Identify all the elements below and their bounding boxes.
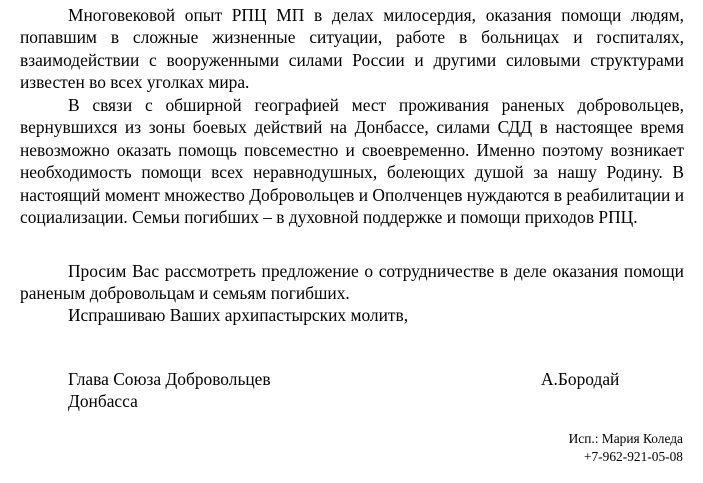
paragraph-church-experience: Многовековой опыт РПЦ МП в делах милосердия, оказания помощи людям, попавшим в сложные жизненные ситуации, работе в больницах и госпиталях, взаимодействии с вооруженными силами России и другими силовыми структурами известен во всех уголках мира. <box>20 5 684 93</box>
paragraph-cooperation-request: Просим Вас рассмотреть предложение о сотрудничестве в деле оказания помощи раненым добровольцам и семьям погибших. <box>20 261 684 304</box>
signatory-position-line-1: Глава Союза Добровольцев <box>68 369 271 389</box>
signatory-position-line-2: Донбасса <box>68 391 138 412</box>
signatory-position <box>68 368 368 413</box>
executor-name: Исп.: Мария Коледа <box>568 431 683 446</box>
executor-phone: +7-962-921-05-08 <box>583 449 683 464</box>
executor-footer <box>569 430 683 466</box>
paragraph-closing-prayer: Испрашиваю Ваших архипастырских молитв, <box>68 305 409 325</box>
signatory-name: А.Бородай <box>541 369 620 389</box>
paragraph-volunteer-help-need: В связи с обширной географией мест проживания раненых добровольцев, вернувшихся из зоны боевых действий на Донбассе, силами СДД в настоящее время невозможно оказать помощь повсеместно и своевременно. Именно поэтому возникает необходимость помощи всех неравнодушных, болеющих душой за нашу Родину. В настоящий момент множество Добровольцев и Ополченцев нуждаются в реабилитации и социализации. Семьи погибших – в духовной поддержке и помощи приходов РПЦ. <box>20 95 684 228</box>
